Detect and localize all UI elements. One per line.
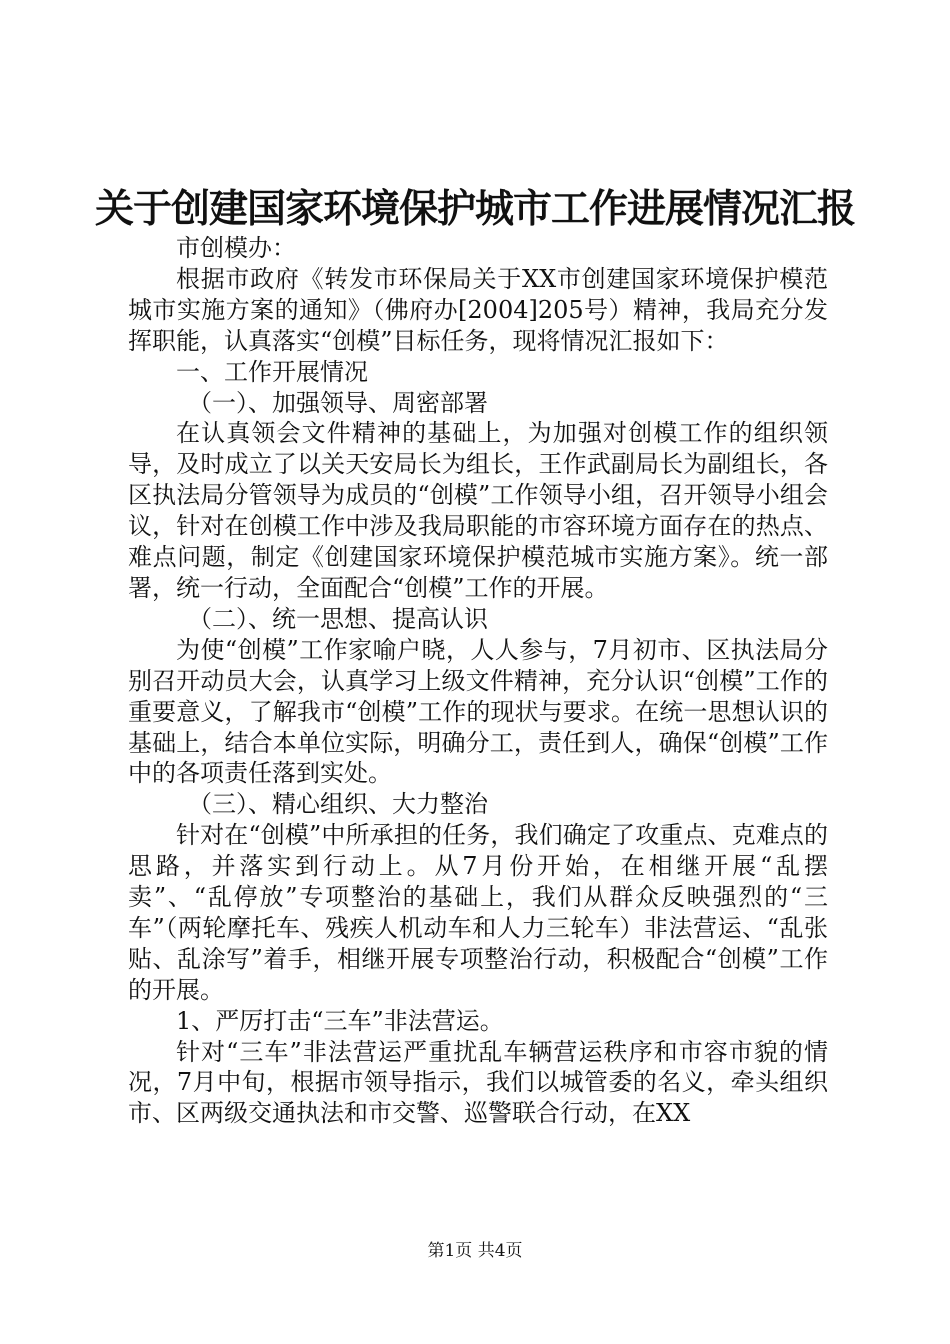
subsection-heading-3: （三）、精心组织、大力整治	[188, 790, 488, 819]
paragraph-1: 在认真领会文件精神的基础上，为加强对创模工作的组织领导，及时成立了以关天安局长为组长，王作武副局长为副组长，各区执法局分管领导为成员的“创模”工作领导小组，召开领导小组会议，针对在创模工作中涉及我局职能的市容环境方面存在的热点、难点问题，制定《创建国家环境保护模范城市实施方案》。统一部署，统一行动，全面配合“创模”工作的开展。	[128, 419, 828, 602]
item-heading-1: 1、严厉打击“三车”非法营运。	[176, 1006, 504, 1035]
salutation: 市创模办：	[176, 234, 296, 262]
subsection-heading-1: （一）、加强领导、周密部署	[188, 388, 488, 417]
paragraph-2: 为使“创模”工作家喻户晓，人人参与，7月初市、区执法局分别召开动员大会，认真学习上级文件精神，充分认识“创模”工作的重要意义，了解我市“创模”工作的现状与要求。在统一思想认识的基础上，结合本单位实际，明确分工，责任到人，确保“创模”工作中的各项责任落到实处。	[128, 635, 828, 788]
subsection-heading-2: （二）、统一思想、提高认识	[188, 604, 488, 633]
document-title: 关于创建国家环境保护城市工作进展情况汇报	[94, 187, 855, 232]
paragraph-3: 针对在“创模”中所承担的任务，我们确定了攻重点、克难点的思路，并落实到行动上。从7月份开始，在相继开展“乱摆卖”、“乱停放”专项整治的基础上，我们从群众反映强烈的“三车”（两轮摩托车、残疾人机动车和人力三轮车）非法营运、“乱张贴、乱涂写”着手，相继开展专项整治行动，积极配合“创模”工作的开展。	[128, 821, 828, 1004]
paragraph-4: 针对“三车”非法营运严重扰乱车辆营运秩序和市容市貌的情况，7月中旬，根据市领导指示，我们以城管委的名义，牵头组织市、区两级交通执法和市交警、巡警联合行动，在XX	[128, 1037, 828, 1128]
page-number: 第1页 共4页	[427, 1241, 523, 1261]
paragraph-intro: 根据市政府《转发市环保局关于XX市创建国家环境保护模范城市实施方案的通知》（佛府办[2004]205号）精神，我局充分发挥职能，认真落实“创模”目标任务，现将情况汇报如下：	[128, 264, 828, 355]
document-body	[128, 233, 828, 1129]
section-heading: 一、工作开展情况	[176, 357, 368, 386]
